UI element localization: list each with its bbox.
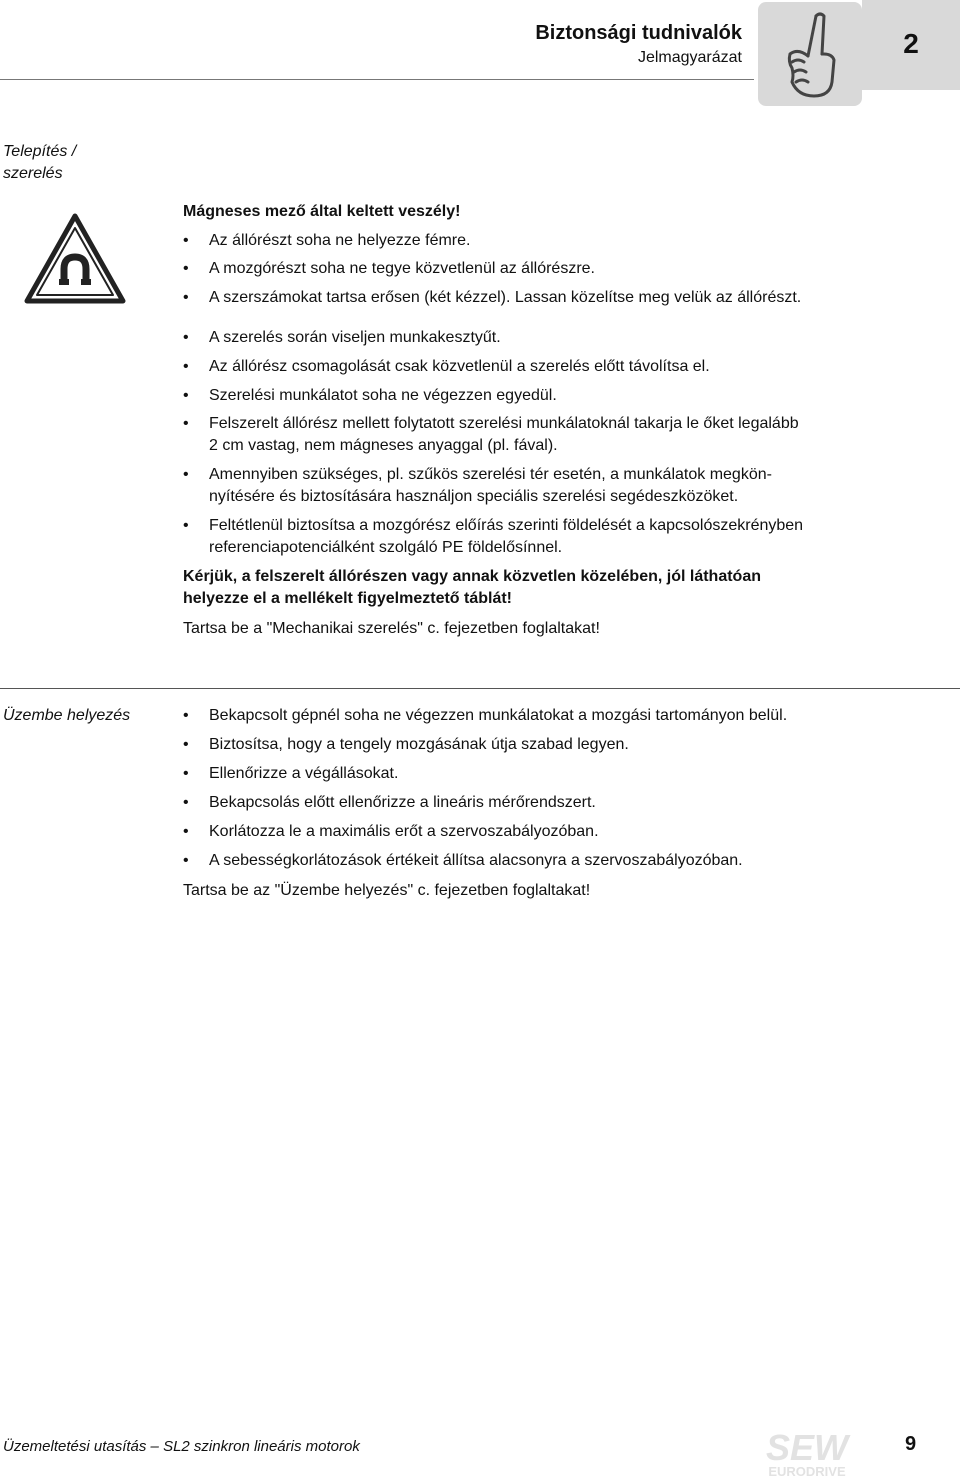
bullet: • <box>183 765 189 782</box>
list-item: Bekapcsolás előtt ellenőrizze a lineáris mérőrendszert. <box>209 794 596 811</box>
bullet: • <box>183 852 189 869</box>
list-item: Ellenőrizze a végállásokat. <box>209 765 399 782</box>
list-item: Bekapcsolt gépnél soha ne végezzen munkálatokat a mozgási tartományon belül. <box>209 707 788 724</box>
bullet: • <box>183 466 189 483</box>
svg-text:SEW: SEW <box>765 1428 849 1468</box>
bullet: • <box>183 329 189 346</box>
page-title: Biztonsági tudnivalók <box>535 22 742 44</box>
warning-sign-note-continuation: helyezze el a mellékelt figyelmeztető táblát! <box>183 590 513 607</box>
warning-title: Mágneses mező által keltett veszély! <box>183 203 461 220</box>
pointing-finger-icon <box>758 2 862 106</box>
magnetic-field-warning-icon <box>24 213 126 305</box>
page-subtitle: Jelmagyarázat <box>637 49 742 66</box>
svg-text:EURODRIVE: EURODRIVE <box>768 1464 846 1478</box>
list-item-continuation: 2 cm vastag, nem mágneses anyaggal (pl. fával). <box>209 437 558 454</box>
list-item-continuation: nyítésére és biztosítására használjon speciális szerelési segédeszközöket. <box>209 488 739 505</box>
bullet: • <box>183 517 189 534</box>
list-item: Az állórészt soha ne helyezze fémre. <box>209 232 471 249</box>
bullet: • <box>183 289 189 306</box>
warning-sign-note: Kérjük, a felszerelt állórészen vagy annak közvetlen közelében, jól láthatóan <box>183 568 761 585</box>
header-rule <box>0 79 754 80</box>
bullet: • <box>183 260 189 277</box>
list-item: A szerelés során viseljen munkakesztyűt. <box>209 329 501 346</box>
list-item-continuation: referenciapotenciálként szolgáló PE földelősínnel. <box>209 539 563 556</box>
bullet: • <box>183 415 189 432</box>
bullet: • <box>183 707 189 724</box>
list-item: Felszerelt állórész mellett folytatott szerelési munkálatoknál takarja le őket legalább <box>209 415 799 432</box>
list-item: A szerszámokat tartsa erősen (két kézzel). Lassan közelítse meg velük az állórészt. <box>209 289 802 306</box>
bullet: • <box>183 736 189 753</box>
section-divider <box>0 688 960 689</box>
list-item: Szerelési munkálatot soha ne végezzen egyedül. <box>209 387 557 404</box>
list-item: Biztosítsa, hogy a tengely mozgásának útja szabad legyen. <box>209 736 629 753</box>
page-number: 9 <box>905 1433 917 1455</box>
bullet: • <box>183 232 189 249</box>
sew-eurodrive-logo <box>752 1428 862 1478</box>
list-item: Az állórész csomagolását csak közvetlenül a szerelés előtt távolítsa el. <box>209 358 710 375</box>
section-heading-telepites: Telepítés / szerelés <box>3 143 77 182</box>
bullet: • <box>183 387 189 404</box>
reference-note: Tartsa be a "Mechanikai szerelés" c. fejezetben foglaltakat! <box>183 620 600 637</box>
list-item: A sebességkorlátozások értékeit állítsa alacsonyra a szervoszabályozóban. <box>209 852 743 869</box>
list-item: Amennyiben szükséges, pl. szűkös szerelési tér esetén, a munkálatok megkön- <box>209 466 772 483</box>
bullet: • <box>183 794 189 811</box>
bullet: • <box>183 358 189 375</box>
list-item: A mozgórészt soha ne tegye közvetlenül az állórészre. <box>209 260 595 277</box>
reference-note: Tartsa be az "Üzembe helyezés" c. fejezetben foglaltakat! <box>183 882 591 899</box>
list-item: Korlátozza le a maximális erőt a szervoszabályozóban. <box>209 823 599 840</box>
bullet: • <box>183 823 189 840</box>
chapter-number: 2 <box>903 28 919 59</box>
list-item: Feltétlenül biztosítsa a mozgórész előírás szerinti földelését a kapcsolószekrényben <box>209 517 804 534</box>
section-heading-uzembe: Üzembe helyezés <box>3 707 131 724</box>
footer-document-title: Üzemeltetési utasítás – SL2 szinkron lineáris motorok <box>3 1438 360 1455</box>
